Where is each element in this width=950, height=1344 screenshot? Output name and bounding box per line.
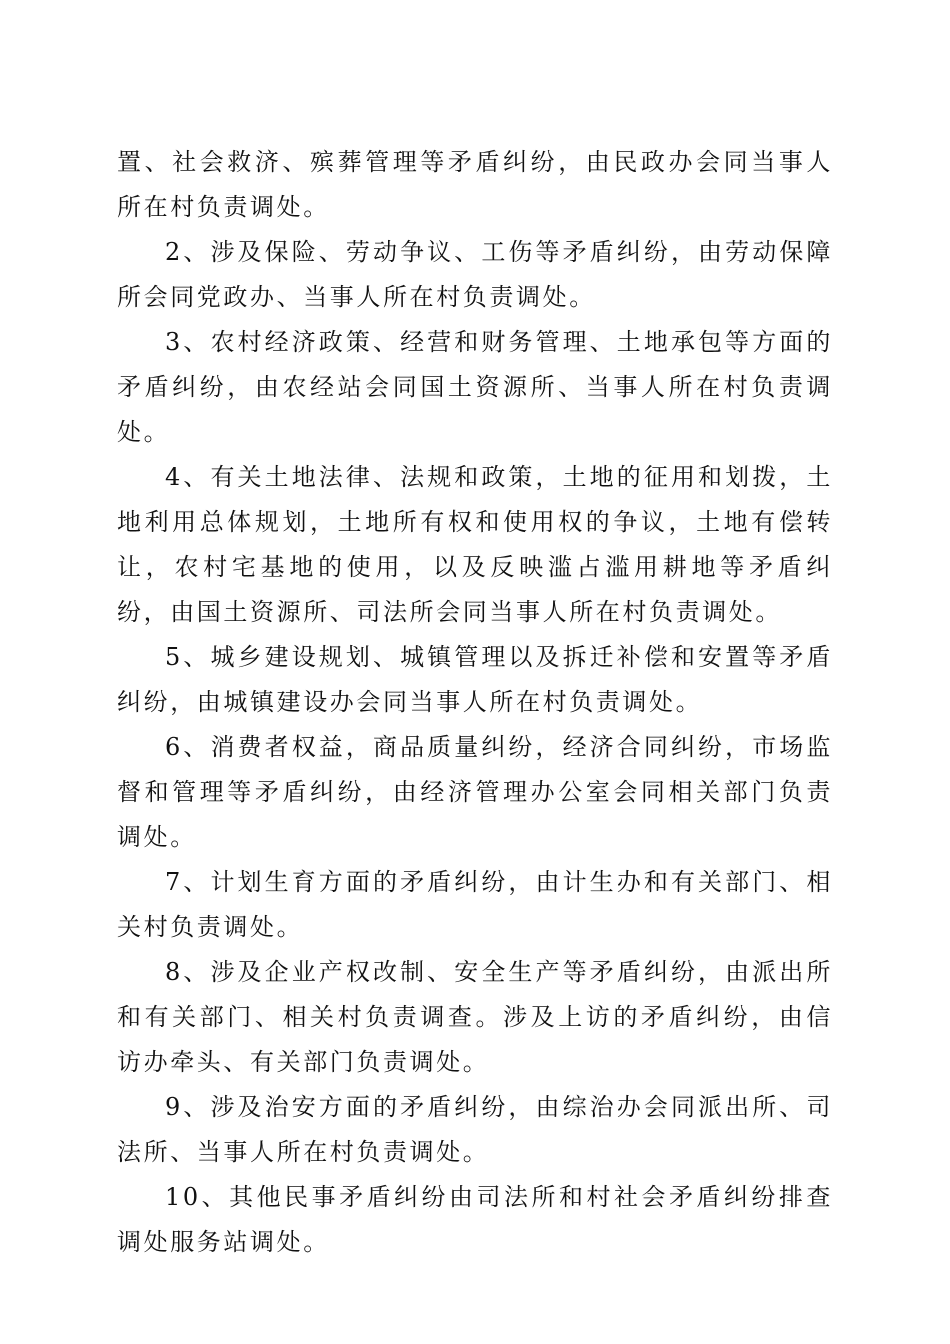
paragraph-item-10: 10、其他民事矛盾纠纷由司法所和村社会矛盾纠纷排查调处服务站调处。 [117, 1183, 833, 1256]
paragraph-item-4: 4、有关土地法律、法规和政策，土地的征用和划拨，土地利用总体规划，土地所有权和使用权的争议，土地有偿转让，农村宅基地的使用，以及反映滥占滥用耕地等矛盾纠纷，由国土资源所、司法所会同当事人所在村负责调处。 [117, 463, 833, 626]
paragraph-item-9: 9、涉及治安方面的矛盾纠纷，由综治办会同派出所、司法所、当事人所在村负责调处。 [117, 1093, 833, 1166]
paragraph-item-5: 5、城乡建设规划、城镇管理以及拆迁补偿和安置等矛盾纠纷，由城镇建设办会同当事人所在村负责调处。 [117, 643, 833, 716]
paragraph-item-3: 3、农村经济政策、经营和财务管理、土地承包等方面的矛盾纠纷，由农经站会同国土资源所、当事人所在村负责调处。 [117, 328, 833, 446]
document-body [117, 140, 833, 1265]
paragraph-continuation: 置、社会救济、殡葬管理等矛盾纠纷，由民政办会同当事人所在村负责调处。 [117, 148, 833, 221]
paragraph-item-7: 7、计划生育方面的矛盾纠纷，由计生办和有关部门、相关村负责调处。 [117, 868, 833, 941]
paragraph-item-2: 2、涉及保险、劳动争议、工伤等矛盾纠纷，由劳动保障所会同党政办、当事人所在村负责调处。 [117, 238, 833, 311]
paragraph-item-6: 6、消费者权益，商品质量纠纷，经济合同纠纷，市场监督和管理等矛盾纠纷，由经济管理办公室会同相关部门负责调处。 [117, 733, 833, 851]
paragraph-item-8: 8、涉及企业产权改制、安全生产等矛盾纠纷，由派出所和有关部门、相关村负责调查。涉及上访的矛盾纠纷，由信访办牵头、有关部门负责调处。 [117, 958, 833, 1076]
